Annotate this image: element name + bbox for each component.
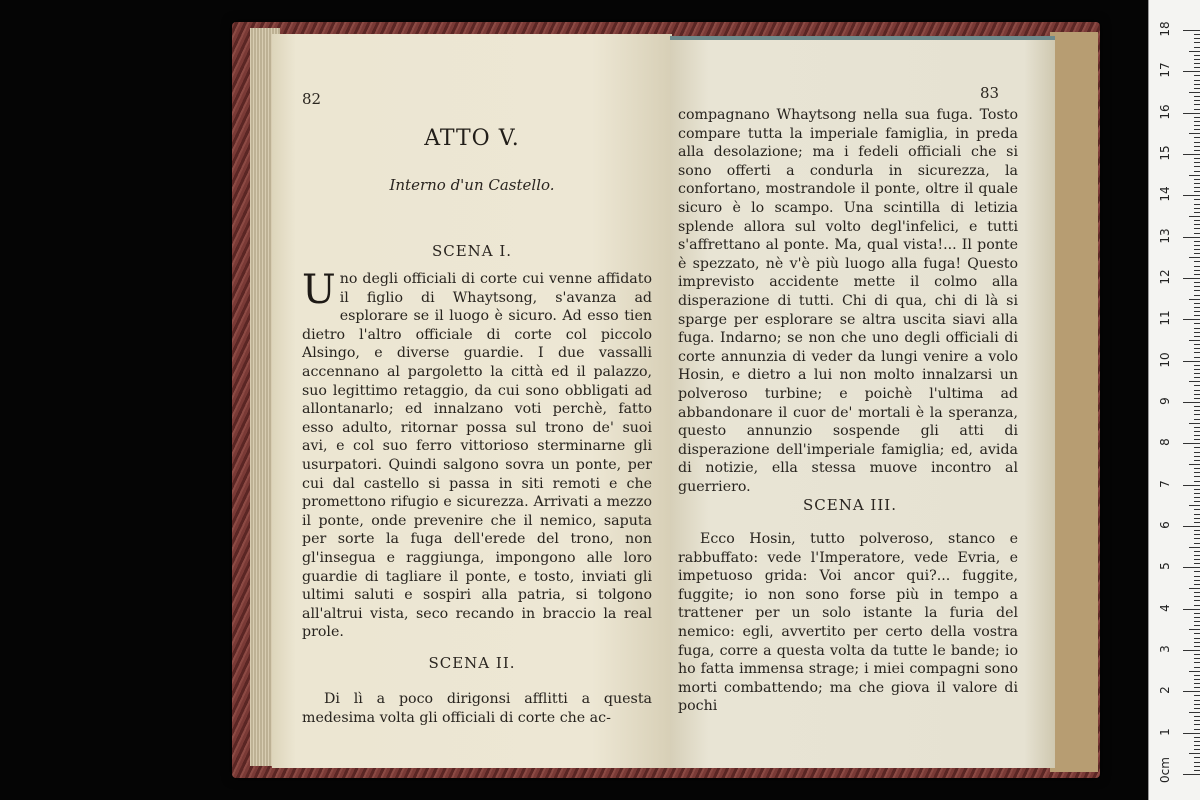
- ruler-tick: [1183, 733, 1200, 734]
- ruler-tick: [1194, 42, 1200, 43]
- ruler-tick: [1194, 171, 1200, 172]
- ruler-label: 0cm: [1158, 757, 1172, 783]
- ruler-label: 8: [1158, 438, 1172, 447]
- ruler-label: 1: [1158, 727, 1172, 736]
- ruler-tick: [1194, 452, 1200, 453]
- ruler-tick: [1183, 278, 1200, 279]
- ruler-tick: [1194, 253, 1200, 254]
- ruler-tick: [1194, 357, 1200, 358]
- ruler-tick: [1194, 311, 1200, 312]
- ruler-tick: [1194, 323, 1200, 324]
- ruler-tick: [1194, 282, 1200, 283]
- left-page: [272, 34, 672, 768]
- ruler-label: 11: [1158, 310, 1172, 326]
- ruler-tick: [1194, 745, 1200, 746]
- ruler-tick: [1183, 154, 1200, 155]
- ruler-tick: [1194, 274, 1200, 275]
- ruler-tick: [1183, 567, 1200, 568]
- ruler-tick: [1183, 113, 1200, 114]
- ruler-label: 18: [1158, 21, 1172, 37]
- ruler-tick: [1189, 299, 1200, 300]
- ruler-tick: [1194, 117, 1200, 118]
- ruler-tick: [1194, 332, 1200, 333]
- ruler-tick: [1194, 88, 1200, 89]
- ruler-tick: [1194, 592, 1200, 593]
- ruler-tick: [1194, 605, 1200, 606]
- ruler-tick: [1194, 241, 1200, 242]
- ruler-tick: [1194, 580, 1200, 581]
- ruler-tick: [1194, 481, 1200, 482]
- ruler-tick: [1189, 505, 1200, 506]
- ruler-tick: [1194, 75, 1200, 76]
- ruler-tick: [1194, 551, 1200, 552]
- ruler-tick: [1194, 642, 1200, 643]
- ruler-tick: [1194, 290, 1200, 291]
- ruler-tick: [1194, 47, 1200, 48]
- ruler-tick: [1194, 571, 1200, 572]
- ruler-tick: [1194, 129, 1200, 130]
- ruler-tick: [1194, 55, 1200, 56]
- scene-title: SCENA III.: [803, 496, 897, 514]
- ruler-tick: [1194, 716, 1200, 717]
- scene1-body: no degli officiali di corte cui venne affidato il figlio di Whaytsong, s'avanza ad esplorare se il luogo è sicuro. Ad esso tien dietro l'altro officiale di corte col piccolo Alsingo, e diverse guardie. I due vassalli accennano al pargoletto la città ed il palazzo, suo legittimo retaggio, da cui sono obbligati ad allontanarlo; ed innalzano voti perchè, fatto esso adulto, ritornar possa sul trono de' suoi avi, e col suo ferro vittorioso sterminarne gli usurpatori. Quindi salgono sovra un ponte, per cui dal castello si passa in siti remoti e che promettono rifugio e sicurezza. Arrivati a mezzo il ponte, onde prevenire che il nemico, saputa per sorte la fuga dell'erede del trono, non gl'insegua e raggiunga, impongono alle loro guardie di tagliare il ponte, e tosto, inviati gli ultimi saluti e sospiri alla patria, si tolgono all'altrui vista, seco recando in braccio la real prole.: [302, 271, 652, 641]
- ruler-tick: [1194, 708, 1200, 709]
- ruler-label: 13: [1158, 228, 1172, 244]
- scene2-body: Di lì a poco dirigonsi afflitti a questa medesima volta gli officiali di corte che ac-: [302, 691, 652, 726]
- ruler-tick: [1194, 142, 1200, 143]
- ruler-tick: [1194, 377, 1200, 378]
- ruler-tick: [1194, 489, 1200, 490]
- ruler-tick: [1194, 625, 1200, 626]
- scene3-body: Ecco Hosin, tutto polveroso, stanco e rabbuffato: vede l'Imperatore, vede Evria, e impetuoso grida: Voi ancor qui?... fuggite, fuggite; io non sono forse più in tempo a trattener per un solo istante la furia del nemico: egli, avvertito per certo della vostra fuga, corre a questa volta da tutte le bande; io ho fatta immensa strage; i miei compagni sono morti combattendo; ma che giova il valore di pochi: [678, 531, 1018, 715]
- ruler-tick: [1189, 753, 1200, 754]
- ruler-tick: [1194, 576, 1200, 577]
- ruler-tick: [1194, 365, 1200, 366]
- ruler-tick: [1194, 667, 1200, 668]
- ruler-tick: [1194, 522, 1200, 523]
- ruler-tick: [1194, 447, 1200, 448]
- ruler-tick: [1194, 385, 1200, 386]
- ruler-tick: [1194, 352, 1200, 353]
- ruler-tick: [1194, 584, 1200, 585]
- ruler-tick: [1194, 695, 1200, 696]
- ruler-label: 7: [1158, 479, 1172, 488]
- ruler-tick: [1189, 381, 1200, 382]
- ruler-tick: [1194, 84, 1200, 85]
- ruler-tick: [1194, 654, 1200, 655]
- ruler-tick: [1194, 179, 1200, 180]
- ruler-tick: [1194, 468, 1200, 469]
- ruler-tick: [1194, 600, 1200, 601]
- ruler-tick: [1194, 307, 1200, 308]
- ruler-label: 4: [1158, 603, 1172, 612]
- ruler-tick: [1194, 146, 1200, 147]
- ruler-tick: [1194, 373, 1200, 374]
- ruler-tick: [1194, 679, 1200, 680]
- ruler-tick: [1194, 534, 1200, 535]
- ruler-tick: [1194, 183, 1200, 184]
- scene-text: [302, 267, 652, 642]
- ruler-tick: [1189, 629, 1200, 630]
- ruler-tick: [1183, 195, 1200, 196]
- ruler-tick: [1194, 435, 1200, 436]
- ruler-tick: [1189, 588, 1200, 589]
- ruler-tick: [1194, 100, 1200, 101]
- ruler-tick: [1194, 493, 1200, 494]
- ruler-tick: [1194, 125, 1200, 126]
- ruler-tick: [1189, 257, 1200, 258]
- ruler-tick: [1194, 518, 1200, 519]
- ruler-tick: [1194, 662, 1200, 663]
- ruler-tick: [1194, 220, 1200, 221]
- ruler-tick: [1194, 757, 1200, 758]
- ruler-tick: [1194, 741, 1200, 742]
- ruler-tick: [1183, 30, 1200, 31]
- ruler-tick: [1194, 150, 1200, 151]
- ruler-tick: [1183, 485, 1200, 486]
- ruler-tick: [1194, 286, 1200, 287]
- ruler-tick: [1194, 427, 1200, 428]
- ruler-tick: [1194, 199, 1200, 200]
- ruler-tick: [1194, 104, 1200, 105]
- ruler-tick: [1194, 80, 1200, 81]
- ruler-tick: [1194, 406, 1200, 407]
- ruler-tick: [1194, 344, 1200, 345]
- ruler-tick: [1194, 646, 1200, 647]
- ruler-tick: [1189, 712, 1200, 713]
- ruler-tick: [1194, 638, 1200, 639]
- ruler-tick: [1194, 704, 1200, 705]
- book-board-edge: [1050, 32, 1098, 772]
- ruler-tick: [1194, 38, 1200, 39]
- ruler-tick: [1194, 749, 1200, 750]
- ruler-tick: [1194, 530, 1200, 531]
- ruler-tick: [1194, 514, 1200, 515]
- ruler-tick: [1194, 212, 1200, 213]
- ruler-tick: [1194, 414, 1200, 415]
- ruler-label: 10: [1158, 352, 1172, 368]
- ruler-tick: [1194, 456, 1200, 457]
- ruler-tick: [1194, 509, 1200, 510]
- ruler-tick: [1194, 766, 1200, 767]
- ruler-tick: [1194, 336, 1200, 337]
- act-title: ATTO V.: [424, 126, 520, 151]
- ruler-tick: [1194, 261, 1200, 262]
- ruler-tick: [1189, 340, 1200, 341]
- ruler-tick: [1194, 315, 1200, 316]
- ruler-tick: [1194, 621, 1200, 622]
- ruler-label: 6: [1158, 521, 1172, 529]
- ruler-tick: [1194, 737, 1200, 738]
- ruler-tick: [1194, 34, 1200, 35]
- ruler-tick: [1194, 596, 1200, 597]
- ruler-tick: [1189, 423, 1200, 424]
- ruler-tick: [1194, 63, 1200, 64]
- ruler-tick: [1194, 295, 1200, 296]
- ruler-tick: [1194, 249, 1200, 250]
- measuring-ruler: [1148, 0, 1200, 800]
- ruler-tick: [1194, 162, 1200, 163]
- ruler-tick: [1189, 671, 1200, 672]
- ruler-tick: [1194, 96, 1200, 97]
- ruler-tick: [1194, 390, 1200, 391]
- ruler-tick: [1194, 348, 1200, 349]
- ruler-tick: [1194, 633, 1200, 634]
- ruler-tick: [1194, 369, 1200, 370]
- ruler-tick: [1183, 691, 1200, 692]
- ruler-tick: [1194, 204, 1200, 205]
- ruler-tick: [1183, 71, 1200, 72]
- ruler-tick: [1194, 563, 1200, 564]
- ruler-tick: [1183, 361, 1200, 362]
- ruler-tick: [1194, 658, 1200, 659]
- ruler-tick: [1183, 319, 1200, 320]
- ruler-tick: [1194, 419, 1200, 420]
- ruler-tick: [1194, 431, 1200, 432]
- ruler-tick: [1183, 774, 1200, 775]
- ruler-tick: [1194, 137, 1200, 138]
- ruler-label: 9: [1158, 397, 1172, 405]
- ruler-tick: [1194, 472, 1200, 473]
- ruler-tick: [1194, 770, 1200, 771]
- setting-subtitle: Interno d'un Castello.: [389, 176, 555, 194]
- ruler-tick: [1194, 439, 1200, 440]
- ruler-label: 14: [1158, 186, 1172, 202]
- ruler-tick: [1194, 328, 1200, 329]
- ruler-tick: [1194, 303, 1200, 304]
- ruler-tick: [1194, 675, 1200, 676]
- ruler-label: 2: [1158, 686, 1172, 695]
- ruler-tick: [1194, 617, 1200, 618]
- ruler-tick: [1194, 683, 1200, 684]
- ruler-tick: [1194, 476, 1200, 477]
- ruler-tick: [1194, 501, 1200, 502]
- page-number: 83: [980, 84, 1000, 102]
- ruler-label: 3: [1158, 645, 1172, 653]
- ruler-label: 17: [1158, 62, 1172, 78]
- ruler-label: 12: [1158, 269, 1172, 285]
- ruler-tick: [1194, 158, 1200, 159]
- ruler-tick: [1194, 166, 1200, 167]
- ruler-tick: [1189, 547, 1200, 548]
- ruler-tick: [1194, 559, 1200, 560]
- scene-text: compagnano Whaytsong nella sua fuga. Tosto compare tutta la imperiale famiglia, in preda alla desolazione; ma i fedeli officiali che si sono offerti a condurla in sicurezza, la confortano, mostrandole il ponte, oltre il quale sicuro è lo scampo. Una scintilla di letizia splende allora sul volto degl'infelici, e tutti s'affrettano al ponte. Ma, qual vista!... Il ponte è spezzato, nè v'è più luogo alla fuga! Questo imprevisto accidente mette il colmo alla disperazione di tutti. Chi di qua, chi di là si sparge per esplorare se altra uscita siavi alla fuga. Indarno; se non che uno degli officiali di corte annunzia di veder da lungi venire a volo Hosin, e dietro a lui non molto innalzarsi un polveroso turbine; e poichè l'ultima ad abbandonare il cuor de' mortali è la speranza, questo annunzio sospende gli atti di disperazione dell'imperiale famiglia; ed, avida di notizie, ella stessa muove incontro al guerriero.: [678, 107, 1018, 495]
- ruler-tick: [1194, 233, 1200, 234]
- ruler-tick: [1194, 729, 1200, 730]
- ruler-tick: [1194, 398, 1200, 399]
- ruler-tick: [1183, 609, 1200, 610]
- ruler-tick: [1194, 538, 1200, 539]
- ruler-tick: [1183, 402, 1200, 403]
- ruler-tick: [1194, 497, 1200, 498]
- right-page: [670, 36, 1055, 768]
- ruler-tick: [1183, 650, 1200, 651]
- ruler-tick: [1194, 191, 1200, 192]
- ruler-tick: [1194, 460, 1200, 461]
- ruler-tick: [1194, 724, 1200, 725]
- ruler-tick: [1194, 555, 1200, 556]
- drop-cap: U: [302, 267, 336, 313]
- ruler-tick: [1194, 245, 1200, 246]
- ruler-tick: [1194, 187, 1200, 188]
- ruler-label: 16: [1158, 104, 1172, 120]
- ruler-tick: [1194, 59, 1200, 60]
- ruler-tick: [1194, 109, 1200, 110]
- ruler-tick: [1183, 237, 1200, 238]
- scene-title: SCENA I.: [431, 242, 513, 260]
- ruler-tick: [1194, 762, 1200, 763]
- ruler-tick: [1194, 224, 1200, 225]
- ruler-label: 15: [1158, 145, 1172, 161]
- ruler-tick: [1189, 175, 1200, 176]
- ruler-tick: [1194, 394, 1200, 395]
- scene-title: SCENA II.: [428, 654, 516, 672]
- ruler-tick: [1194, 410, 1200, 411]
- ruler-tick: [1189, 92, 1200, 93]
- ruler-tick: [1194, 613, 1200, 614]
- ruler-tick: [1194, 208, 1200, 209]
- ruler-tick: [1194, 270, 1200, 271]
- ruler-tick: [1194, 700, 1200, 701]
- ruler-tick: [1183, 443, 1200, 444]
- ruler-tick: [1189, 464, 1200, 465]
- page-number: 82: [302, 90, 322, 108]
- ruler-tick: [1189, 216, 1200, 217]
- ruler-tick: [1194, 687, 1200, 688]
- ruler-tick: [1194, 67, 1200, 68]
- ruler-label: 5: [1158, 562, 1172, 571]
- ruler-tick: [1194, 121, 1200, 122]
- ruler-tick: [1194, 543, 1200, 544]
- ruler-tick: [1194, 720, 1200, 721]
- ruler-tick: [1183, 526, 1200, 527]
- ruler-tick: [1194, 266, 1200, 267]
- ruler-tick: [1194, 228, 1200, 229]
- ruler-tick: [1189, 133, 1200, 134]
- ruler-tick: [1189, 51, 1200, 52]
